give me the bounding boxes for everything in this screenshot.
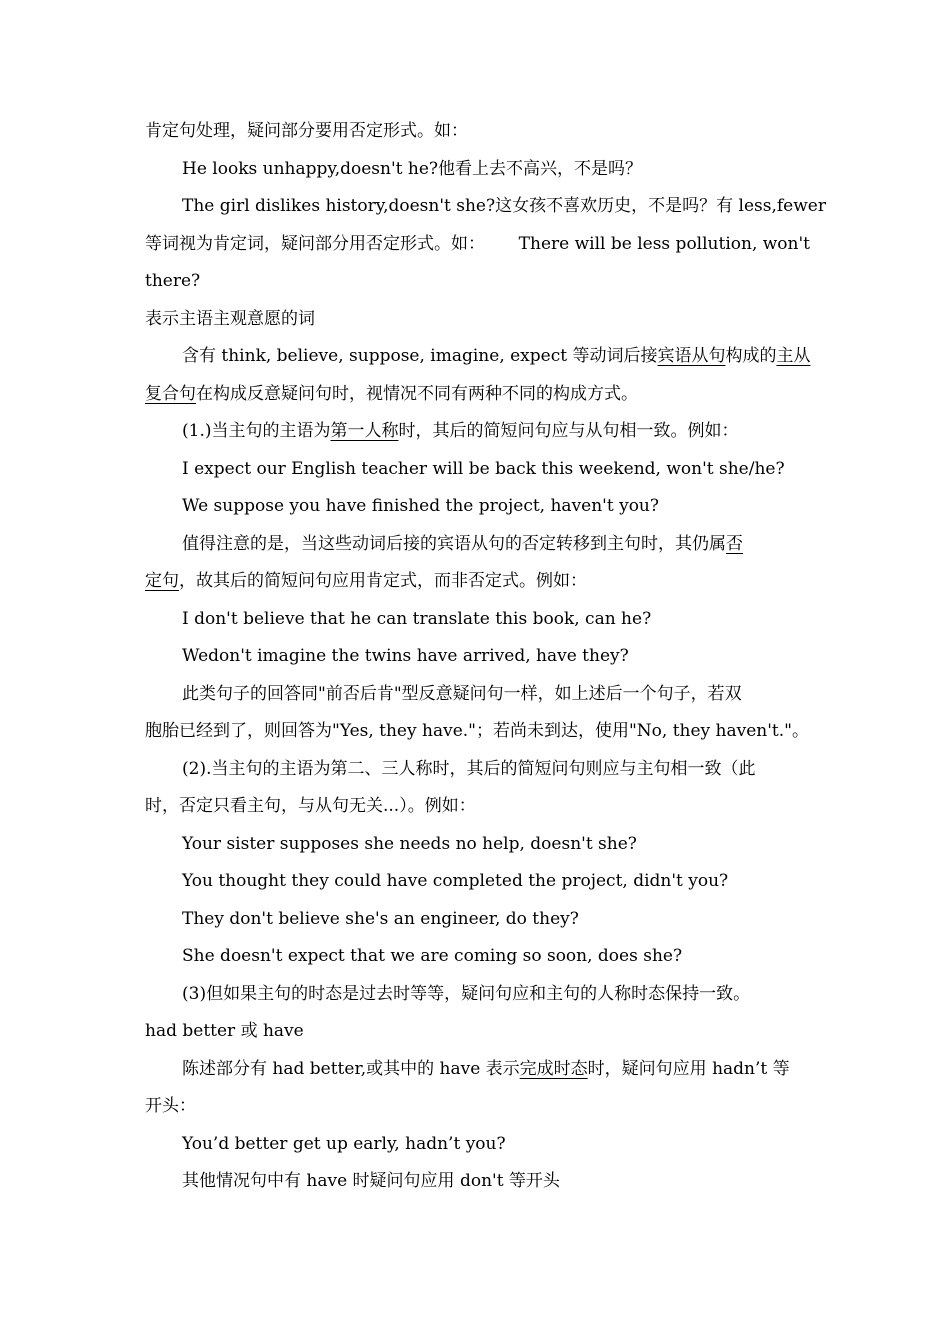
paragraph-line bbox=[145, 338, 810, 376]
term-link-first-person[interactable]: 第一人称 bbox=[330, 421, 399, 441]
paragraph-line bbox=[145, 1051, 810, 1089]
paragraph-line: 时，否定只看主句，与从句无关...）。例如： bbox=[145, 796, 476, 816]
paragraph-line: 其他情况句中有 have 时疑问句应用 don't 等开头 bbox=[182, 1171, 560, 1191]
paragraph-line: 此类句子的回答同"前否后肯"型反意疑问句一样，如上述后一个句子，若双 bbox=[182, 683, 742, 704]
paragraph-line bbox=[145, 226, 810, 264]
paragraph-text: 含有 think, believe, suppose, imagine, expect 等动词后接 bbox=[182, 346, 658, 366]
example-sentence: He looks unhappy,doesn't he?他看上去不高兴，不是吗？ bbox=[182, 158, 643, 179]
paragraph-line bbox=[145, 563, 810, 601]
paragraph-text: 在构成反意疑问句时，视情况不同有两种不同的构成方式。 bbox=[196, 383, 638, 404]
paragraph-line: 胞胎已经到了，则回答为"Yes, they have."；若尚未到达，使用"No, they haven't."。 bbox=[145, 721, 809, 741]
paragraph-text: 时，其后的简短问句应与从句相一致。例如： bbox=[398, 421, 739, 441]
paragraph-line bbox=[145, 526, 810, 564]
example-sentence: Wedon't imagine the twins have arrived, have they? bbox=[182, 646, 629, 666]
example-sentence: You thought they could have completed the project, didn't you? bbox=[182, 871, 729, 891]
paragraph-text: 构成的 bbox=[725, 346, 777, 366]
term-link-complex-sentence[interactable]: 主从 bbox=[776, 346, 811, 366]
term-link-negative-sentence-cont[interactable]: 定句 bbox=[145, 571, 179, 591]
example-sentence: They don't believe she's an engineer, do they? bbox=[182, 908, 579, 929]
term-link-complex-sentence-cont[interactable]: 复合句 bbox=[145, 383, 196, 404]
paragraph-text: 陈述部分有 had better,或其中的 have 表示 bbox=[182, 1058, 520, 1079]
section-heading: had better 或 have bbox=[145, 1021, 304, 1041]
example-sentence: She doesn't expect that we are coming so soon, does she? bbox=[182, 946, 683, 966]
paragraph-text: (1.)当主句的主语为 bbox=[182, 421, 331, 441]
example-sentence: There will be less pollution, won't bbox=[518, 233, 810, 254]
example-sentence: I expect our English teacher will be back this weekend, won't she/he? bbox=[182, 458, 785, 479]
paragraph-text: 时，疑问句应用 hadn’t 等 bbox=[587, 1058, 790, 1079]
paragraph-line bbox=[145, 376, 810, 414]
paragraph-line: there? bbox=[145, 271, 201, 291]
paragraph-line bbox=[145, 413, 810, 451]
term-link-object-clause[interactable]: 宾语从句 bbox=[657, 346, 726, 366]
paragraph-line: (3)但如果主句的时态是过去时等等，疑问句应和主句的人称时态保持一致。 bbox=[182, 983, 751, 1004]
term-link-negative-sentence[interactable]: 否 bbox=[726, 533, 743, 554]
paragraph-text: 值得注意的是，当这些动词后接的宾语从句的否定转移到主句时，其仍属 bbox=[182, 533, 726, 554]
document-body bbox=[145, 113, 826, 1201]
paragraph-text: 等词视为肯定词，疑问部分用否定形式。如： bbox=[145, 233, 485, 254]
section-heading: 表示主语主观意愿的词 bbox=[145, 308, 315, 329]
term-link-perfect-tense[interactable]: 完成时态 bbox=[519, 1058, 588, 1079]
example-sentence: I don't believe that he can translate this book, can he? bbox=[182, 608, 652, 629]
paragraph-line: 肯定句处理，疑问部分要用否定形式。如： bbox=[145, 121, 468, 141]
paragraph-line: (2).当主句的主语为第二、三人称时，其后的简短问句则应与主句相一致（此 bbox=[182, 758, 756, 779]
example-sentence: We suppose you have finished the project, haven't you? bbox=[182, 496, 659, 516]
paragraph-line: 开头： bbox=[145, 1096, 196, 1116]
example-sentence: Your sister supposes she needs no help, doesn't she? bbox=[182, 833, 637, 854]
paragraph-text: ，故其后的简短问句应用肯定式，而非否定式。例如： bbox=[179, 571, 587, 591]
example-sentence: The girl dislikes history,doesn't she?这女孩不喜欢历史，不是吗？有 less,fewer bbox=[182, 196, 826, 216]
example-sentence: You’d better get up early, hadn’t you? bbox=[182, 1133, 506, 1154]
